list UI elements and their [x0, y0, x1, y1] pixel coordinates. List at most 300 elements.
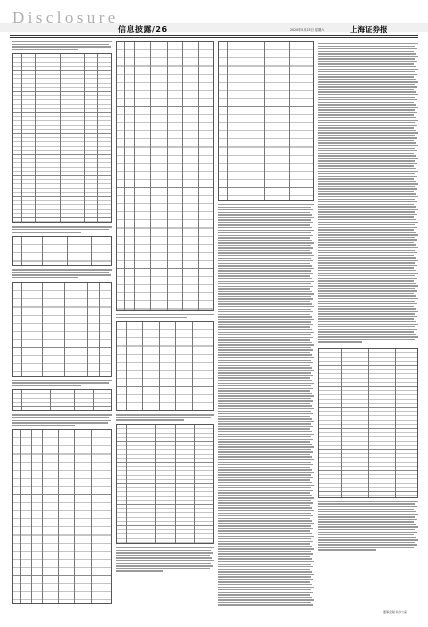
text-line: [318, 288, 415, 289]
text-line: [318, 324, 418, 325]
text-line: [218, 543, 310, 544]
text-line: [318, 135, 415, 136]
text-line: [218, 587, 314, 588]
text-line: [218, 288, 310, 289]
text-line: [318, 509, 414, 510]
text-line: [218, 222, 313, 223]
text-line: [218, 589, 311, 590]
text-line: [318, 293, 414, 294]
text-line: [218, 217, 314, 218]
text-line: [218, 258, 311, 259]
section-title: 信息披露/26: [118, 25, 168, 34]
text-line: [218, 334, 311, 335]
text-line: [318, 549, 376, 550]
table-column-rule: [182, 42, 183, 310]
text-line: [318, 148, 415, 149]
text-line: [318, 524, 416, 525]
text-line: [218, 247, 313, 248]
table-column-rule: [67, 237, 68, 265]
text-line: [318, 313, 415, 314]
text-line: [318, 104, 416, 105]
text-line: [318, 244, 416, 245]
newspaper-name: 上海证券报: [350, 25, 388, 34]
text-line: [218, 525, 311, 526]
column-1: [12, 41, 112, 606]
text-line: [116, 417, 211, 418]
text-line: [218, 240, 312, 241]
text-line: [218, 204, 314, 205]
text-line: [218, 558, 312, 559]
table-column-rule: [194, 425, 195, 543]
text-line: [12, 417, 109, 418]
table-column-rule: [21, 283, 22, 376]
header-rule: [10, 35, 418, 36]
text-line: [116, 419, 184, 420]
text-line: [318, 99, 417, 100]
text-line: [218, 281, 314, 282]
text-line: [218, 349, 313, 350]
table-column-rule: [50, 390, 51, 410]
table-column-rule: [289, 42, 290, 200]
text-line: [318, 516, 415, 517]
table-column-rule: [93, 390, 94, 410]
text-line: [318, 117, 416, 118]
table-column-rule: [395, 349, 396, 497]
text-line: [218, 413, 313, 414]
text-line: [318, 336, 418, 337]
text-line: [218, 581, 310, 582]
text-line: [218, 314, 310, 315]
table-column-rule: [64, 283, 65, 376]
table-8: [116, 424, 214, 544]
text-line: [318, 201, 417, 202]
text-line: [318, 503, 415, 504]
text-line: [116, 547, 214, 548]
text-line: [218, 500, 311, 501]
text-line: [318, 506, 417, 507]
table-column-rule: [175, 322, 176, 410]
text-line: [318, 298, 418, 299]
text-line: [218, 326, 310, 327]
text-line: [218, 446, 314, 447]
text-line: [218, 212, 310, 213]
text-line: [318, 537, 416, 538]
text-line: [218, 513, 311, 514]
text-line: [318, 521, 414, 522]
text-line: [318, 544, 417, 545]
text-line: [318, 178, 414, 179]
text-line: [318, 290, 417, 291]
text-line: [218, 342, 312, 343]
text-line: [218, 459, 314, 460]
text-line: [218, 232, 311, 233]
text-line: [12, 232, 81, 233]
text-line: [318, 43, 418, 44]
table-3: [12, 282, 112, 377]
text-line: [218, 337, 313, 338]
text-line: [318, 183, 418, 184]
text-line: [218, 235, 313, 236]
text-line: [116, 563, 211, 564]
text-line: [318, 306, 414, 307]
text-line: [218, 584, 312, 585]
text-line: [318, 341, 362, 342]
table-7: [116, 321, 214, 411]
table-column-rule: [99, 283, 100, 376]
text-line: [318, 171, 418, 172]
text-line: [218, 538, 311, 539]
text-line: [318, 229, 414, 230]
text-line: [218, 214, 312, 215]
table-9: [218, 41, 314, 201]
text-line: [116, 314, 214, 315]
masthead-title: Disclosure: [12, 8, 119, 27]
text-line: [318, 209, 418, 210]
text-line: [218, 421, 314, 422]
text-line: [12, 414, 112, 415]
text-line: [318, 501, 418, 502]
text-line: [12, 422, 108, 423]
text-line: [318, 191, 414, 192]
text-line: [218, 219, 311, 220]
text-line: [116, 557, 212, 558]
text-line: [218, 309, 311, 310]
table-column-rule: [74, 430, 75, 603]
table-5: [12, 429, 112, 604]
text-line: [218, 352, 310, 353]
text-line: [218, 571, 312, 572]
text-line: [318, 262, 415, 263]
text-line: [318, 534, 414, 535]
text-line: [218, 546, 312, 547]
text-line: [318, 186, 415, 187]
text-line: [218, 428, 310, 429]
text-line: [218, 592, 313, 593]
text-line: [218, 564, 311, 565]
text-line: [12, 380, 112, 381]
text-line: [218, 502, 313, 503]
text-line: [318, 150, 417, 151]
text-line: [218, 357, 314, 358]
text-line: [218, 579, 313, 580]
text-line: [318, 321, 416, 322]
text-line: [218, 602, 311, 603]
text-line: [218, 380, 312, 381]
table-6: [116, 41, 214, 311]
text-line: [218, 393, 312, 394]
text-line: [218, 530, 310, 531]
text-line: [218, 403, 310, 404]
text-line: [218, 523, 314, 524]
text-line: [318, 127, 414, 128]
text-line: [318, 97, 415, 98]
table-column-rule: [126, 322, 127, 410]
text-line: [218, 576, 311, 577]
text-line: [218, 278, 312, 279]
text-line: [218, 492, 310, 493]
text-line: [12, 46, 111, 47]
text-line: [318, 58, 415, 59]
text-line: [218, 561, 314, 562]
text-line: [218, 436, 311, 437]
text-line: [218, 597, 312, 598]
text-line: [218, 329, 312, 330]
text-line: [318, 295, 416, 296]
text-line: [12, 49, 78, 50]
text-line: [218, 306, 314, 307]
text-line: [218, 411, 311, 412]
text-line: [318, 219, 416, 220]
table-4: [12, 389, 112, 411]
text-line: [318, 224, 415, 225]
text-line: [318, 160, 415, 161]
text-line: [318, 280, 414, 281]
text-line: [318, 539, 418, 540]
column-2: [116, 41, 214, 606]
table-column-rule: [167, 42, 168, 310]
page-header: [0, 0, 428, 38]
text-line: [12, 272, 109, 273]
text-line: [318, 79, 416, 80]
text-line: [218, 490, 313, 491]
text-line: [318, 71, 415, 72]
table-column-rule: [134, 42, 135, 310]
text-line: [318, 234, 418, 235]
text-line: [318, 285, 418, 286]
table-column-rule: [142, 322, 143, 410]
text-line: [318, 69, 418, 70]
text-line: [218, 505, 310, 506]
text-line: [218, 321, 311, 322]
text-line: [218, 400, 313, 401]
table-column-rule: [84, 54, 85, 222]
text-line: [218, 569, 310, 570]
text-line: [318, 74, 417, 75]
text-line: [318, 232, 416, 233]
table-column-rule: [175, 425, 176, 543]
text-line: [218, 332, 314, 333]
text-line: [218, 360, 311, 361]
table-column-rule: [20, 430, 21, 603]
text-line: [218, 495, 312, 496]
column-3: [218, 41, 314, 606]
text-line: [318, 265, 417, 266]
text-line: [218, 510, 314, 511]
text-line: [318, 66, 416, 67]
text-line: [318, 193, 416, 194]
text-line: [218, 230, 314, 231]
text-line: [218, 395, 314, 396]
text-line: [12, 425, 75, 426]
text-line: [218, 515, 313, 516]
table-column-rule: [341, 349, 342, 497]
text-line: [12, 420, 111, 421]
table-1: [12, 53, 112, 223]
text-line: [218, 507, 312, 508]
text-line: [318, 107, 418, 108]
text-line: [318, 252, 417, 253]
text-line: [318, 173, 415, 174]
text-line: [218, 485, 314, 486]
text-line: [218, 286, 313, 287]
text-line: [318, 239, 417, 240]
text-line: [218, 594, 310, 595]
text-line: [218, 541, 313, 542]
text-line: [218, 474, 311, 475]
text-line: [318, 301, 415, 302]
text-line: [218, 553, 313, 554]
text-line: [318, 158, 418, 159]
text-line: [318, 89, 414, 90]
text-line: [218, 551, 311, 552]
text-line: [218, 319, 314, 320]
text-line: [318, 514, 418, 515]
text-line: [218, 479, 310, 480]
text-line: [12, 274, 111, 275]
text-line: [218, 268, 314, 269]
text-line: [318, 247, 418, 248]
text-line: [318, 334, 416, 335]
text-line: [218, 482, 312, 483]
text-line: [12, 382, 109, 383]
text-line: [218, 464, 313, 465]
text-line: [218, 599, 314, 600]
text-line: [218, 418, 312, 419]
table-column-rule: [42, 237, 43, 265]
text-line: [218, 456, 312, 457]
table-column-rule: [74, 390, 75, 410]
text-line: [318, 48, 417, 49]
text-line: [218, 472, 314, 473]
text-line: [318, 331, 414, 332]
text-line: [218, 390, 310, 391]
text-line: [318, 211, 415, 212]
text-line: [218, 362, 313, 363]
text-line: [318, 204, 414, 205]
text-line: [318, 51, 414, 52]
text-line: [218, 520, 312, 521]
text-line: [218, 291, 312, 292]
text-line: [218, 263, 310, 264]
text-line: [218, 439, 313, 440]
text-line: [218, 275, 310, 276]
text-line: [218, 316, 312, 317]
text-line: [218, 518, 310, 519]
text-line: [218, 245, 311, 246]
text-line: [318, 86, 417, 87]
text-line: [318, 542, 415, 543]
table-column-rule: [21, 390, 22, 410]
text-line: [318, 511, 416, 512]
text-line: [12, 41, 112, 42]
text-line: [218, 242, 314, 243]
table-column-rule: [35, 54, 36, 222]
text-line: [318, 130, 416, 131]
text-line: [218, 423, 311, 424]
text-line: [218, 497, 314, 498]
issue-date: 2020年5月23日 星期六: [290, 28, 325, 32]
text-line: [116, 568, 210, 569]
text-line: [218, 311, 313, 312]
text-line: [318, 112, 417, 113]
text-line: [318, 242, 414, 243]
text-line: [318, 94, 418, 95]
text-line: [318, 196, 418, 197]
text-line: [218, 574, 314, 575]
text-line: [218, 383, 314, 384]
text-line: [318, 142, 416, 143]
text-line: [218, 536, 314, 537]
column-4: [318, 41, 418, 606]
text-line: [318, 339, 415, 340]
text-line: [318, 132, 418, 133]
text-line: [318, 53, 416, 54]
text-line: [318, 165, 414, 166]
text-line: [218, 365, 310, 366]
text-line: [318, 214, 417, 215]
text-line: [318, 250, 415, 251]
text-line: [318, 188, 417, 189]
text-line: [318, 316, 417, 317]
text-line: [318, 114, 414, 115]
table-column-rule: [97, 54, 98, 222]
text-line: [218, 227, 312, 228]
text-line: [218, 347, 311, 348]
text-line: [218, 377, 310, 378]
table-column-rule: [87, 283, 88, 376]
text-line: [318, 311, 418, 312]
table-column-rule: [31, 430, 32, 603]
text-line: [218, 250, 310, 251]
text-line: [218, 370, 314, 371]
text-line: [318, 102, 414, 103]
text-line: [218, 454, 310, 455]
text-line: [318, 222, 418, 223]
text-line: [318, 76, 414, 77]
text-line: [218, 405, 312, 406]
table-column-rule: [91, 430, 92, 603]
text-line: [318, 140, 414, 141]
text-line: [218, 237, 310, 238]
text-line: [318, 273, 418, 274]
text-line: [318, 63, 414, 64]
text-line: [218, 273, 313, 274]
table-column-rule: [368, 349, 369, 497]
text-line: [318, 137, 417, 138]
text-line: [116, 560, 214, 561]
text-line: [218, 462, 311, 463]
text-line: [218, 255, 314, 256]
text-line: [318, 308, 416, 309]
table-column-rule: [198, 42, 199, 310]
text-line: [318, 122, 415, 123]
text-line: [218, 467, 310, 468]
text-line: [218, 293, 314, 294]
text-line: [218, 296, 311, 297]
table-column-rule: [150, 42, 151, 310]
text-line: [218, 298, 313, 299]
text-line: [218, 324, 313, 325]
text-line: [12, 385, 81, 386]
text-line: [318, 56, 418, 57]
text-line: [12, 226, 112, 227]
text-line: [218, 449, 311, 450]
text-line: [318, 84, 415, 85]
text-line: [318, 91, 416, 92]
text-line: [318, 216, 414, 217]
text-line: [318, 275, 415, 276]
text-line: [218, 367, 312, 368]
